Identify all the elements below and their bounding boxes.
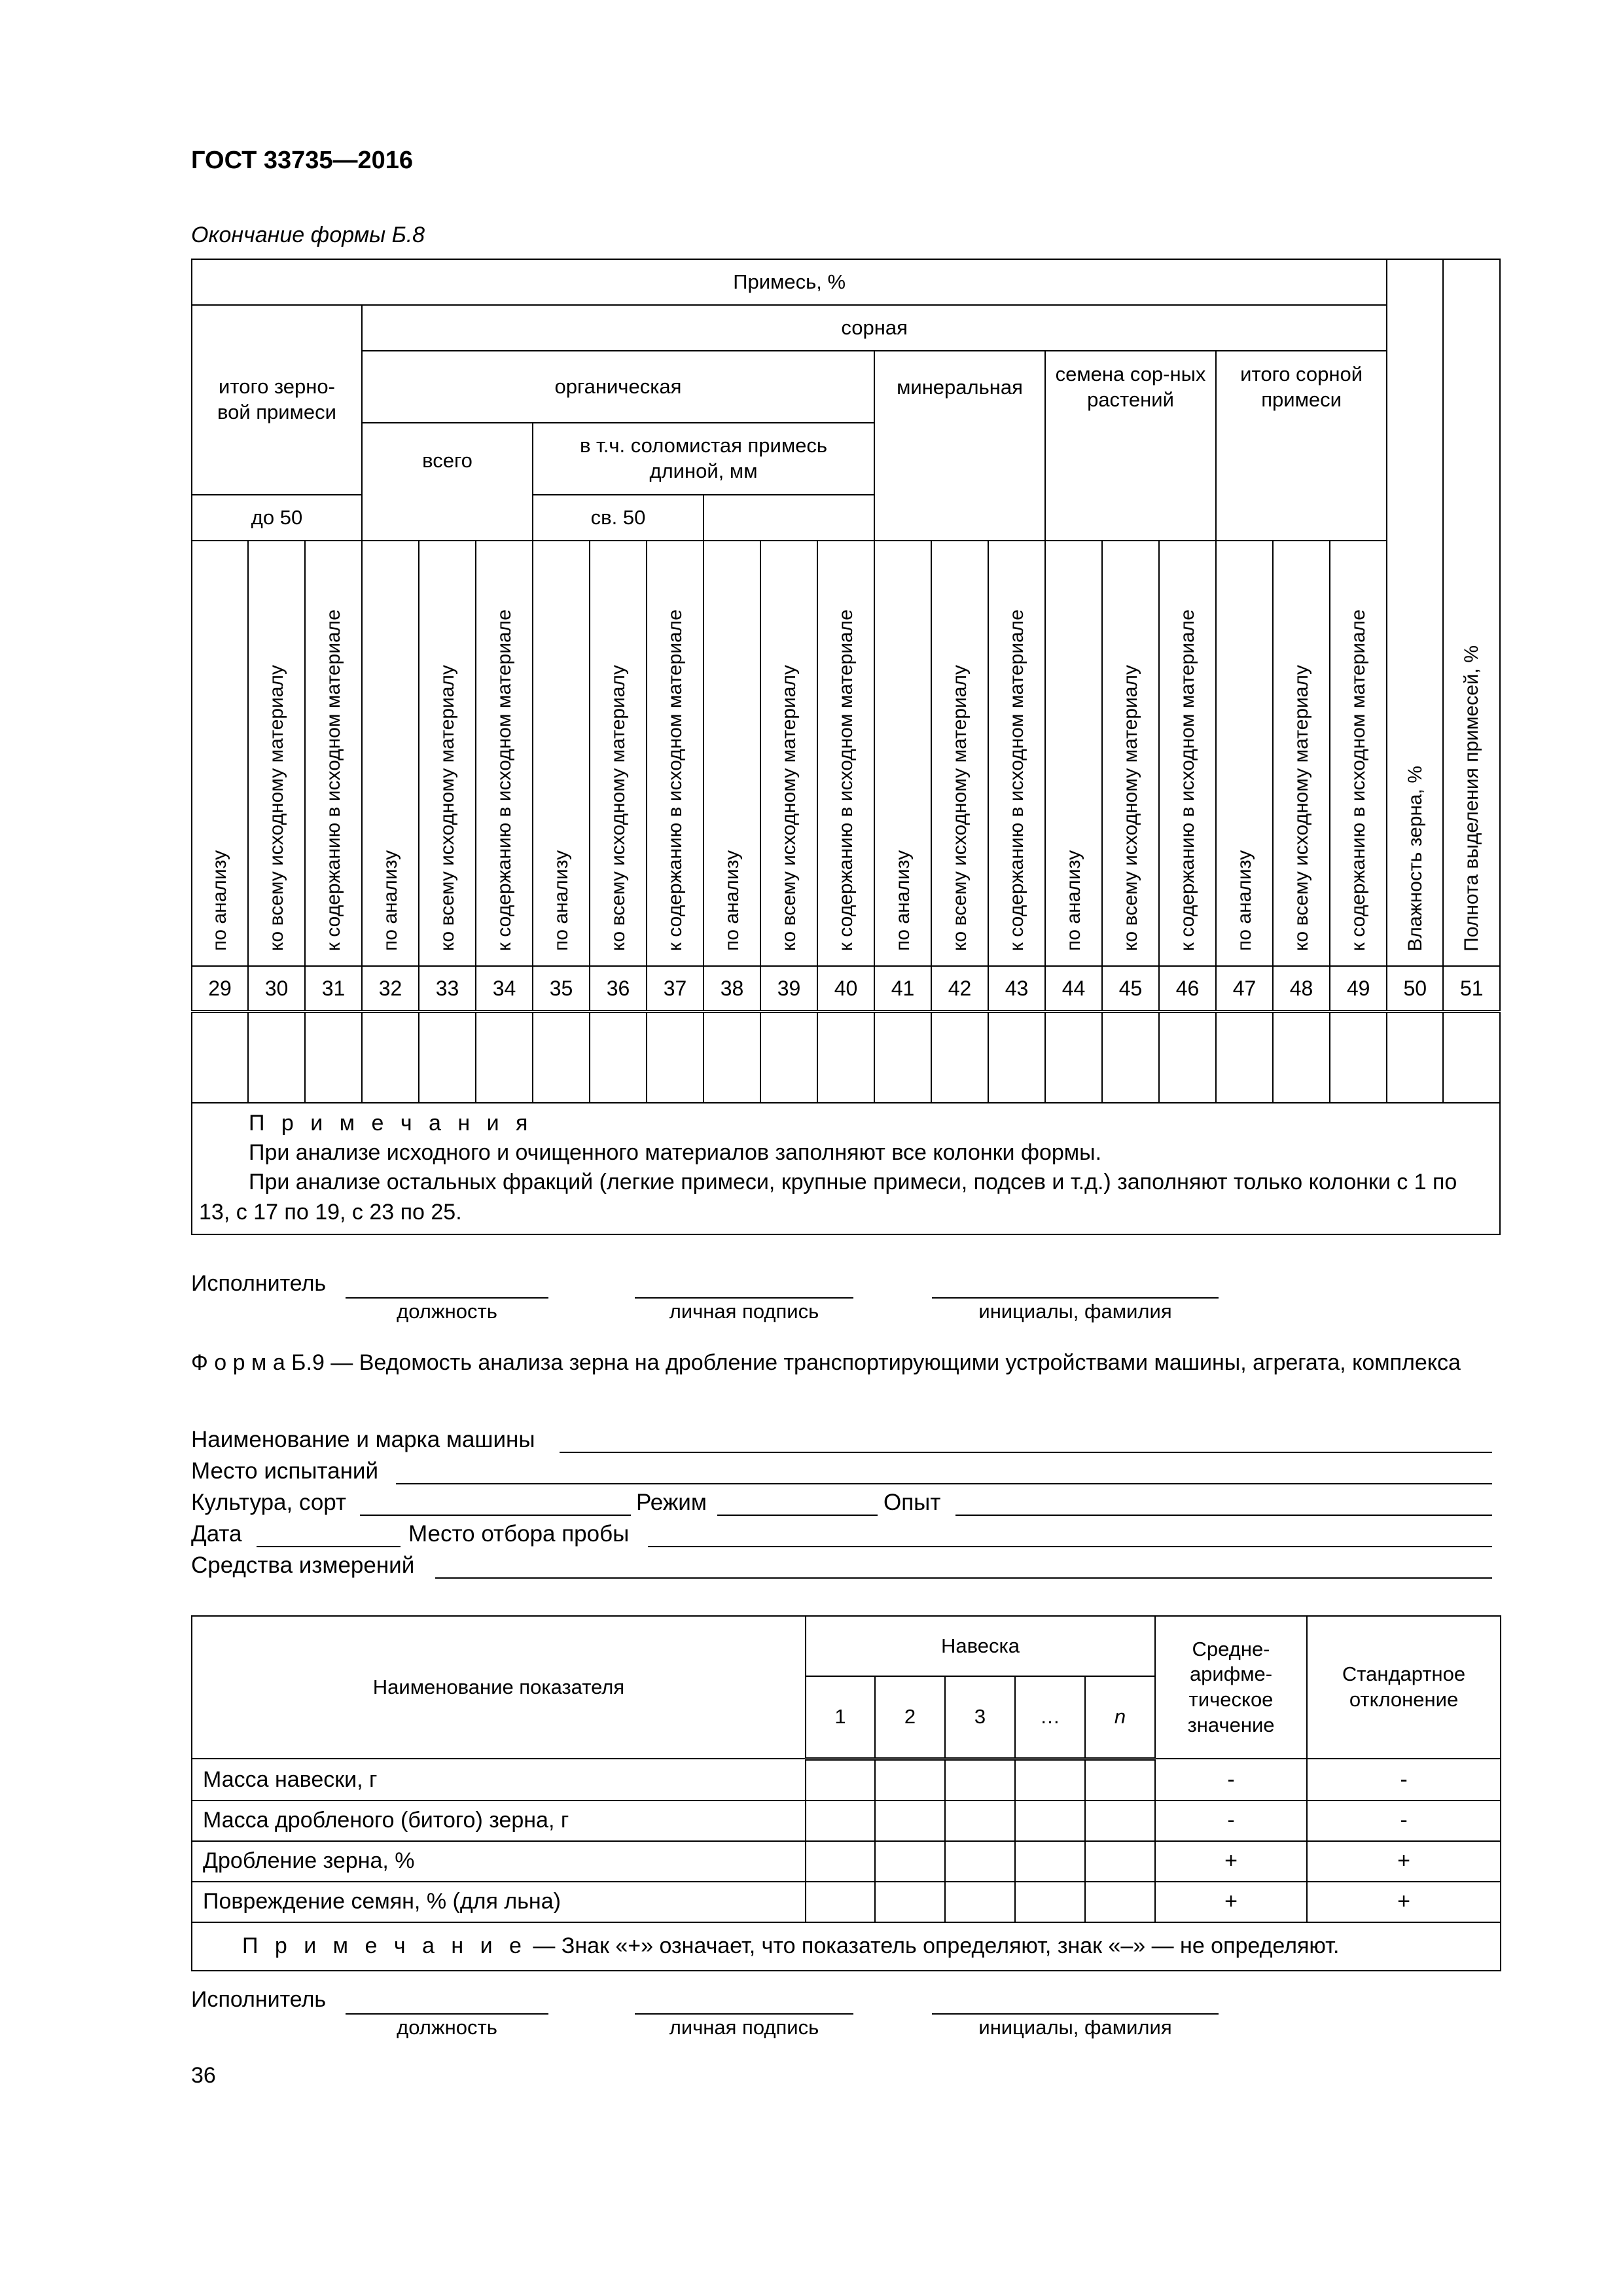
std-header: Стандартное отклонение xyxy=(1307,1616,1501,1759)
mode-label: Режим xyxy=(636,1490,707,1515)
position-line[interactable] xyxy=(346,2013,548,2015)
note-text: — Знак «+» означает, что показатель определяют, знак «–» — не определяют. xyxy=(526,1933,1340,1959)
data-cell[interactable] xyxy=(874,1012,931,1103)
col-number: 43 xyxy=(988,966,1045,1012)
value-cell[interactable] xyxy=(806,1841,875,1882)
page-number: 36 xyxy=(191,2063,216,2088)
data-cell[interactable] xyxy=(647,1012,704,1103)
signature-line[interactable] xyxy=(635,2013,853,2015)
date-label: Дата xyxy=(191,1521,242,1547)
mean-cell: + xyxy=(1155,1882,1307,1922)
std-cell: - xyxy=(1307,1801,1501,1841)
table-row xyxy=(192,1801,1501,1841)
col-sub-header: по анализу xyxy=(362,541,419,966)
total-weed-header: итого сорной примеси xyxy=(1216,351,1387,541)
grain-crushing-table xyxy=(191,1615,1501,1971)
mean-cell: - xyxy=(1155,1801,1307,1841)
col-sub-header: по анализу xyxy=(874,541,931,966)
data-cell[interactable] xyxy=(1102,1012,1159,1103)
col-number: 45 xyxy=(1102,966,1159,1012)
sample-col: … xyxy=(1015,1676,1085,1759)
note-2: При анализе остальных фракций (легкие примеси, крупные примеси, подсев и т.д.) заполняют только колонки с 1 по 13, с 17 по 19, с 23 по 25. xyxy=(199,1170,1457,1225)
col-number: 32 xyxy=(362,966,419,1012)
value-cell[interactable] xyxy=(945,1759,1015,1801)
sample-col: 1 xyxy=(806,1676,875,1759)
data-cell[interactable] xyxy=(704,1012,760,1103)
over50-header: св. 50 xyxy=(533,495,704,541)
col-number: 49 xyxy=(1330,966,1387,1012)
mode-field[interactable] xyxy=(717,1515,878,1516)
mineral-header: минеральная xyxy=(874,351,1045,541)
row-name: Повреждение семян, % (для льна) xyxy=(192,1882,806,1922)
initials-caption: инициалы, фамилия xyxy=(978,1300,1172,1323)
data-cell[interactable] xyxy=(1387,1012,1443,1103)
upto50-header: до 50 xyxy=(192,495,362,541)
col-number: 31 xyxy=(305,966,362,1012)
sample-col: 3 xyxy=(945,1676,1015,1759)
form-caption: Окончание формы Б.8 xyxy=(191,223,425,247)
culture-label: Культура, сорт xyxy=(191,1490,347,1515)
culture-field[interactable] xyxy=(360,1515,631,1516)
value-cell[interactable] xyxy=(875,1882,945,1922)
col-number: 35 xyxy=(533,966,590,1012)
col-sub-header: к содержанию в исходном материале xyxy=(476,541,533,966)
col-number: 36 xyxy=(590,966,647,1012)
value-cell[interactable] xyxy=(1085,1841,1155,1882)
value-cell[interactable] xyxy=(806,1801,875,1841)
col-sub-header: ко всему исходному материалу xyxy=(1273,541,1330,966)
col-number: 37 xyxy=(647,966,704,1012)
col-number: 44 xyxy=(1045,966,1102,1012)
machine-label: Наименование и марка машины xyxy=(191,1427,535,1452)
all-header: всего xyxy=(362,423,533,541)
machine-field[interactable] xyxy=(560,1452,1492,1453)
col-sub-header: к содержанию в исходном материале xyxy=(817,541,874,966)
signature-line[interactable] xyxy=(635,1297,853,1299)
sampling-label: Место отбора пробы xyxy=(408,1521,630,1547)
place-field[interactable] xyxy=(396,1483,1492,1484)
col-sub-header: по анализу xyxy=(533,541,590,966)
data-cell[interactable] xyxy=(1045,1012,1102,1103)
data-cell[interactable] xyxy=(760,1012,817,1103)
value-cell[interactable] xyxy=(1085,1759,1155,1801)
organic-header: органическая xyxy=(362,351,874,423)
col-sub-header: по анализу xyxy=(704,541,760,966)
name-header: Наименование показателя xyxy=(192,1616,806,1759)
place-label: Место испытаний xyxy=(191,1458,379,1484)
value-cell[interactable] xyxy=(1085,1882,1155,1922)
sample-col: n xyxy=(1085,1676,1155,1759)
data-cell[interactable] xyxy=(1216,1012,1273,1103)
instruments-field[interactable] xyxy=(435,1577,1492,1579)
row-name: Масса навески, г xyxy=(192,1759,806,1801)
note-label: П р и м е ч а н и е xyxy=(242,1933,527,1959)
table-row xyxy=(192,1882,1501,1922)
data-cell[interactable] xyxy=(1443,1012,1500,1103)
value-cell[interactable] xyxy=(945,1841,1015,1882)
col-number: 47 xyxy=(1216,966,1273,1012)
straw-header: в т.ч. соломистая примесь длиной, мм xyxy=(533,423,874,495)
table2-note xyxy=(192,1922,1501,1971)
sample-col: 2 xyxy=(875,1676,945,1759)
col-number: 46 xyxy=(1159,966,1216,1012)
std-cell: - xyxy=(1307,1759,1501,1801)
initials-line[interactable] xyxy=(932,1297,1219,1299)
value-cell[interactable] xyxy=(1015,1801,1085,1841)
instruments-label: Средства измерений xyxy=(191,1552,415,1578)
sampling-field[interactable] xyxy=(648,1546,1492,1547)
table-row xyxy=(192,1841,1501,1882)
data-cell[interactable] xyxy=(988,1012,1045,1103)
value-cell[interactable] xyxy=(875,1801,945,1841)
col-sub-header: к содержанию в исходном материале xyxy=(305,541,362,966)
col-sub-header: ко всему исходному материалу xyxy=(760,541,817,966)
mean-cell: - xyxy=(1155,1759,1307,1801)
col-sub-header: ко всему исходному материалу xyxy=(248,541,305,966)
document-header: ГОСТ 33735—2016 xyxy=(191,147,414,174)
data-cell[interactable] xyxy=(192,1012,248,1103)
executor-label: Исполнитель xyxy=(191,1271,327,1296)
col-sub-header: ко всему исходному материалу xyxy=(931,541,988,966)
notes-title: П р и м е ч а н и я xyxy=(249,1111,533,1136)
col-sub-header: ко всему исходному материалу xyxy=(419,541,476,966)
col-sub-header: по анализу xyxy=(1045,541,1102,966)
data-cell[interactable] xyxy=(248,1012,305,1103)
data-cell[interactable] xyxy=(476,1012,533,1103)
signature-caption: личная подпись xyxy=(669,2016,819,2039)
value-cell[interactable] xyxy=(1015,1882,1085,1922)
impurity-header: Примесь, % xyxy=(192,259,1387,305)
col-number: 48 xyxy=(1273,966,1330,1012)
data-cell[interactable] xyxy=(533,1012,590,1103)
total-grain-header: итого зерно-вой примеси xyxy=(192,305,362,495)
data-cell[interactable] xyxy=(1159,1012,1216,1103)
sample-header: Навеска xyxy=(806,1616,1155,1676)
col-sub-header: ко всему исходному материалу xyxy=(1102,541,1159,966)
value-cell[interactable] xyxy=(1015,1759,1085,1801)
std-cell: + xyxy=(1307,1882,1501,1922)
mean-cell: + xyxy=(1155,1841,1307,1882)
col-sub-header: к содержанию в исходном материале xyxy=(647,541,704,966)
col-number: 33 xyxy=(419,966,476,1012)
position-line[interactable] xyxy=(346,1297,548,1299)
position-caption: должность xyxy=(397,1300,497,1323)
value-cell[interactable] xyxy=(945,1801,1015,1841)
data-entry-row xyxy=(192,1012,1500,1103)
data-cell[interactable] xyxy=(931,1012,988,1103)
date-field[interactable] xyxy=(257,1546,401,1547)
col-number: 51 xyxy=(1443,966,1500,1012)
value-cell[interactable] xyxy=(806,1759,875,1801)
col-number: 30 xyxy=(248,966,305,1012)
data-cell[interactable] xyxy=(590,1012,647,1103)
weed-header: сорная xyxy=(362,305,1387,351)
table-row xyxy=(192,1759,1501,1801)
data-cell[interactable] xyxy=(1330,1012,1387,1103)
data-cell[interactable] xyxy=(817,1012,874,1103)
impurity-table xyxy=(191,259,1501,1235)
value-cell[interactable] xyxy=(1015,1841,1085,1882)
col-sub-header: к содержанию в исходном материале xyxy=(1159,541,1216,966)
initials-line[interactable] xyxy=(932,2013,1219,2015)
value-cell[interactable] xyxy=(875,1759,945,1801)
row-name: Масса дробленого (битого) зерна, г xyxy=(192,1801,806,1841)
col-number: 29 xyxy=(192,966,248,1012)
completeness-header: Полнота выделения примесей, % xyxy=(1443,259,1500,966)
col-sub-header: ко всему исходному материалу xyxy=(590,541,647,966)
col-number: 38 xyxy=(704,966,760,1012)
std-cell: + xyxy=(1307,1841,1501,1882)
moisture-header: Влажность зерна, % xyxy=(1387,259,1443,966)
weed-seeds-header: семена сор-ных растений xyxy=(1045,351,1216,541)
value-cell[interactable] xyxy=(945,1882,1015,1922)
data-cell[interactable] xyxy=(419,1012,476,1103)
col-number: 34 xyxy=(476,966,533,1012)
table-notes xyxy=(192,1103,1500,1234)
col-sub-header: к содержанию в исходном материале xyxy=(988,541,1045,966)
col-sub-header: к содержанию в исходном материале xyxy=(1330,541,1387,966)
col-sub-header: по анализу xyxy=(1216,541,1273,966)
data-cell[interactable] xyxy=(1273,1012,1330,1103)
executor-label: Исполнитель xyxy=(191,1987,327,2012)
col-number: 42 xyxy=(931,966,988,1012)
mean-header: Средне-арифме-тическое значение xyxy=(1155,1616,1307,1759)
data-cell[interactable] xyxy=(362,1012,419,1103)
form-b9-title: Ф о р м а Б.9 — Ведомость анализа зерна на дробление транспортирующими устройствами машины, агрегата, комплекса xyxy=(191,1350,1461,1375)
data-cell[interactable] xyxy=(305,1012,362,1103)
experiment-field[interactable] xyxy=(955,1515,1492,1516)
value-cell[interactable] xyxy=(875,1841,945,1882)
initials-caption: инициалы, фамилия xyxy=(978,2016,1172,2039)
signature-caption: личная подпись xyxy=(669,1300,819,1323)
col-number: 41 xyxy=(874,966,931,1012)
value-cell[interactable] xyxy=(1085,1801,1155,1841)
col-number: 40 xyxy=(817,966,874,1012)
position-caption: должность xyxy=(397,2016,497,2039)
note-1: При анализе исходного и очищенного материалов заполняют все колонки формы. xyxy=(249,1140,1102,1166)
experiment-label: Опыт xyxy=(883,1490,941,1515)
col-number: 39 xyxy=(760,966,817,1012)
value-cell[interactable] xyxy=(806,1882,875,1922)
row-name: Дробление зерна, % xyxy=(192,1841,806,1882)
col-sub-header: по анализу xyxy=(192,541,248,966)
col-number: 50 xyxy=(1387,966,1443,1012)
